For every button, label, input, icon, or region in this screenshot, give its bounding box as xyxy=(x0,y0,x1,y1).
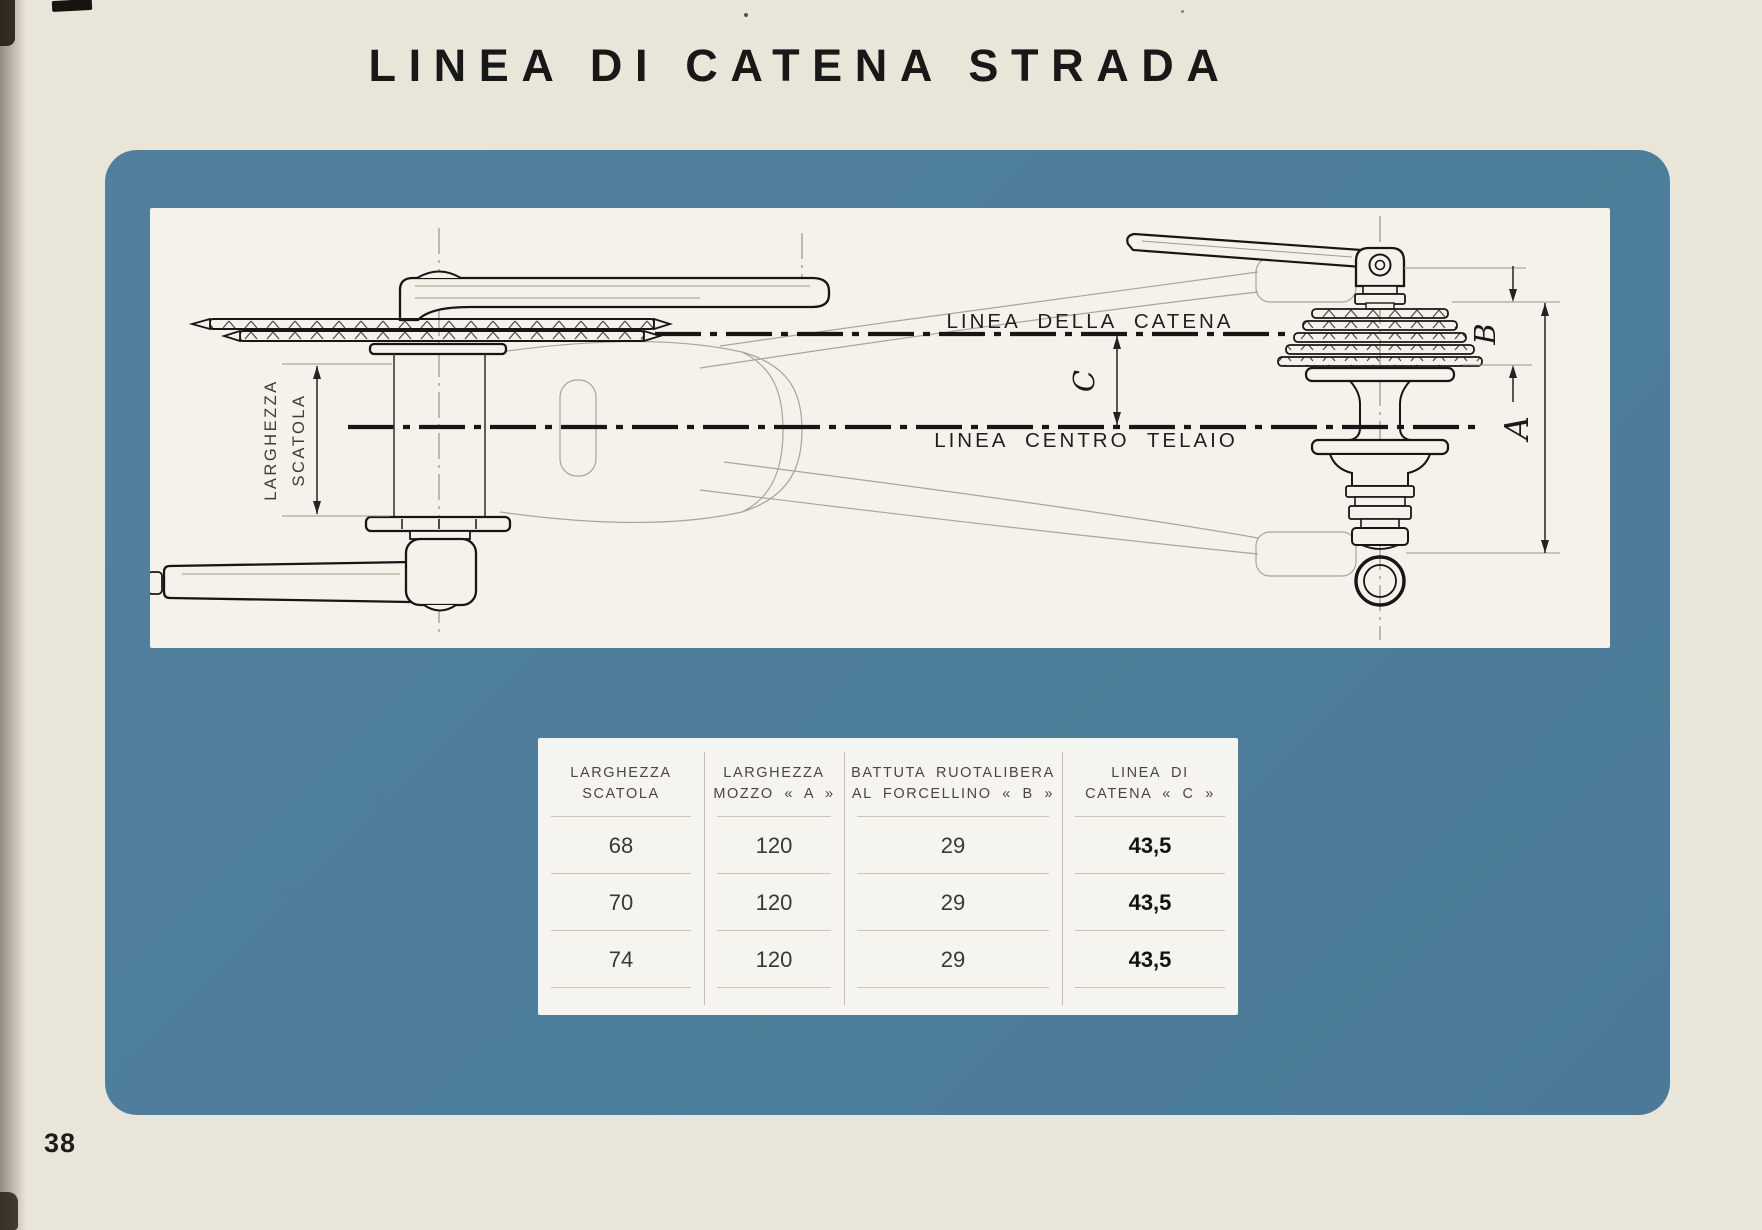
column-divider xyxy=(704,752,705,1005)
cell-value: 74 xyxy=(538,931,704,988)
qr-lever xyxy=(1127,234,1362,267)
cell-value: 43,5 xyxy=(1062,931,1238,988)
column-divider xyxy=(844,752,845,1005)
page-title: LINEA DI CATENA STRADA xyxy=(368,40,1232,91)
cell-value: 43,5 xyxy=(1062,874,1238,931)
page-edge-shadow xyxy=(0,0,26,1230)
scan-speck xyxy=(744,13,748,17)
chainring-inner xyxy=(240,331,644,341)
qr-nut xyxy=(1352,528,1408,545)
dim-b-label: B xyxy=(1468,323,1502,345)
hub-flange-bottom xyxy=(1312,440,1448,454)
hub-flange-top xyxy=(1306,368,1454,381)
bb-cup xyxy=(366,517,510,531)
chainline-technical-drawing xyxy=(150,208,1610,648)
spider-flange xyxy=(370,344,506,354)
frame-center-line-label: LINEA CENTRO TELAIO xyxy=(934,429,1238,452)
page-number: 38 xyxy=(44,1128,77,1158)
crankset-drawing xyxy=(150,272,829,611)
crank-dust-cap xyxy=(417,272,461,279)
cell-value: 29 xyxy=(844,931,1062,988)
table-row xyxy=(538,817,1238,874)
scan-smudge xyxy=(0,0,15,46)
hub-cone xyxy=(1330,454,1430,486)
dim-c-label: C xyxy=(1067,369,1101,393)
col-header-linea-di-catena-c: LINEA DI CATENA « C » xyxy=(1062,738,1238,817)
cell-value: 68 xyxy=(538,817,704,874)
col-header-larghezza-scatola: LARGHEZZA SCATOLA xyxy=(538,738,704,817)
cell-value: 29 xyxy=(844,874,1062,931)
bb-width-label-line2: SCATOLA xyxy=(290,393,308,487)
cell-value: 120 xyxy=(704,817,844,874)
pedal-end xyxy=(150,572,162,594)
crank-arm-top xyxy=(400,278,829,320)
table-header-row xyxy=(538,738,1238,817)
col-header-larghezza-mozzo-a: LARGHEZZA MOZZO « A » xyxy=(704,738,844,817)
cell-value: 120 xyxy=(704,874,844,931)
scan-smudge xyxy=(52,0,93,12)
column-divider xyxy=(1062,752,1063,1005)
locknut-bottom xyxy=(1349,506,1411,519)
freewheel-sprockets xyxy=(1278,309,1482,366)
crank-arm-bottom xyxy=(164,562,422,602)
col-header-battuta-ruotalibera-b: BATTUTA RUOTALIBERA AL FORCELLINO « B » xyxy=(844,738,1062,817)
hub-barrel xyxy=(1350,381,1360,440)
technical-drawing-panel xyxy=(150,208,1610,648)
chain-line-label: LINEA DELLA CATENA xyxy=(946,310,1234,333)
crank-boss xyxy=(406,539,476,605)
chainring-outer xyxy=(210,319,654,329)
table-row xyxy=(538,931,1238,988)
scan-speck xyxy=(1181,10,1184,13)
dimension-larghezza-scatola xyxy=(262,364,392,516)
bb-width-label-line1: LARGHEZZA xyxy=(262,379,280,501)
table-row xyxy=(538,874,1238,931)
cell-value: 43,5 xyxy=(1062,817,1238,874)
scan-smudge xyxy=(0,1192,18,1230)
dimension-c xyxy=(1067,336,1121,425)
rear-hub-drawing xyxy=(1127,234,1482,605)
cell-value: 120 xyxy=(704,931,844,988)
spec-table xyxy=(538,738,1238,1015)
dim-a-label: A xyxy=(1497,416,1536,440)
cell-value: 70 xyxy=(538,874,704,931)
cell-value: 29 xyxy=(844,817,1062,874)
